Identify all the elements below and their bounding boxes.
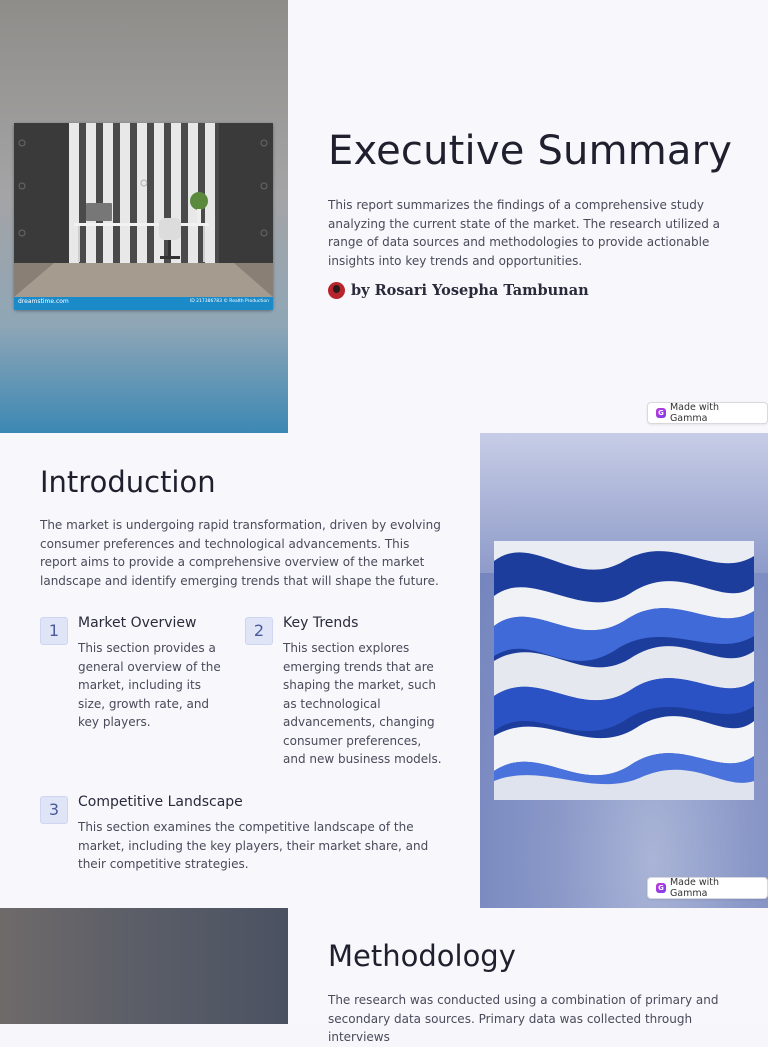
abstract-wave-image [494, 541, 754, 800]
author-name: by Rosari Yosepha Tambunan [351, 282, 589, 299]
item-text: This section examines the competitive landscape of the market, including the key players, their market share, and their competitive strategies. [78, 820, 429, 871]
item-title: Market Overview [78, 615, 197, 631]
intro-text: The market is undergoing rapid transformation, driven by evolving consumer preferences and technological advancements. This report aims to provide a comprehensive overview of the market landscape and identify emerging trends that will shape the future. [40, 518, 441, 588]
slide3-side-panel [0, 908, 288, 1024]
gamma-logo-icon: G [656, 883, 666, 893]
author-line [328, 282, 589, 299]
gamma-logo-icon: G [656, 408, 666, 418]
made-with-gamma-button[interactable] [647, 877, 768, 899]
photo-footer [14, 297, 273, 310]
item-number-badge: 2 [245, 617, 273, 645]
slide-methodology [0, 908, 768, 1044]
section-title: Introduction [40, 465, 216, 499]
summary-text: This report summarizes the findings of a comprehensive study analyzing the current state of the market. The research utilized a range of data sources and methodologies to provide actionable insights into key trends and opportunities. [328, 198, 720, 268]
avatar [328, 282, 345, 299]
made-with-gamma-button[interactable] [647, 402, 768, 424]
page-title: Executive Summary [328, 128, 733, 174]
photo-brand: dreamstime.com [18, 298, 69, 305]
slide-executive-summary [0, 0, 768, 433]
gamma-badge-label: Made with Gamma [669, 402, 720, 424]
item-text: This section provides a general overview of the market, including its size, growth rate, and key players. [78, 641, 221, 729]
office-photo [14, 123, 273, 310]
gamma-badge-label: Made with Gamma [669, 877, 720, 899]
office-photo-art [14, 123, 273, 310]
item-number-badge: 3 [40, 796, 68, 824]
item-title: Competitive Landscape [78, 794, 243, 810]
slide-introduction [0, 433, 768, 908]
section-title: Methodology [328, 939, 516, 973]
item-number-badge: 1 [40, 617, 68, 645]
methodology-text: The research was conducted using a combination of primary and secondary data sources. Primary data was collected through interviews [328, 993, 719, 1044]
item-title: Key Trends [283, 615, 359, 631]
item-text: This section explores emerging trends that are shaping the market, such as technological advancements, changing consumer preferences, and new business models. [283, 641, 442, 766]
wave-art [494, 541, 754, 800]
photo-id: ID 217386783 © Realth Production [189, 299, 269, 304]
